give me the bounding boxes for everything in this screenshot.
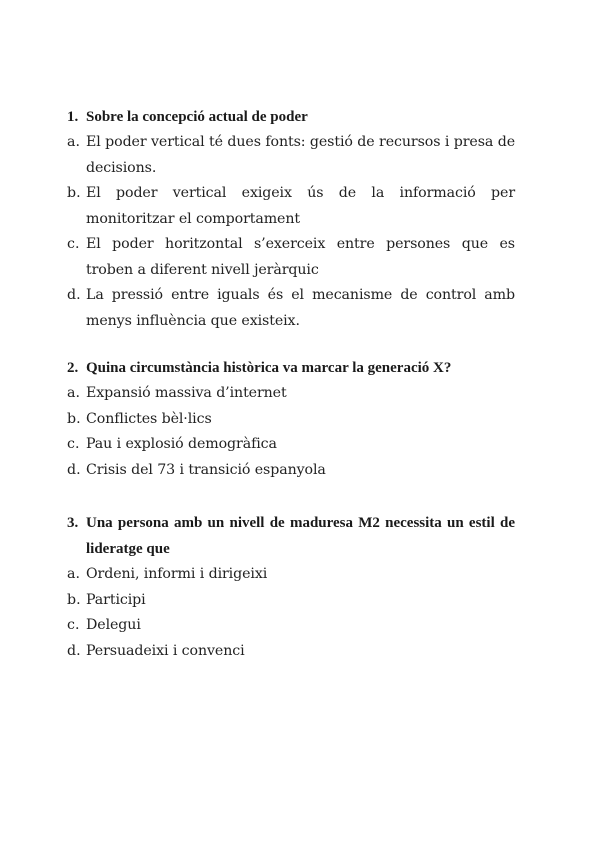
option-b	[67, 407, 515, 433]
option-letter: a.	[67, 385, 80, 401]
option-text: Ordeni, informi i dirigeixi	[86, 566, 268, 582]
question-title	[67, 510, 515, 562]
option-d	[67, 639, 515, 665]
option-text: Crisis del 73 i transició espanyola	[86, 461, 326, 478]
option-text: La pressió entre iguals és el mecanisme de control amb menys influència que existeix.	[86, 287, 515, 329]
option-letter: b.	[67, 591, 81, 608]
option-letter: c.	[67, 436, 80, 452]
option-text: El poder vertical exigeix ús de la informació per monitoritzar el comportament	[86, 185, 515, 227]
option-text: El poder vertical té dues fonts: gestió de recursos i presa de decisions.	[86, 134, 515, 176]
option-text: Conflictes bèl·lics	[86, 410, 212, 427]
question-title	[67, 104, 515, 130]
option-letter: b.	[67, 410, 81, 427]
question-text: Una persona amb un nivell de maduresa M2 necessita un estil de lideratge que	[86, 515, 515, 557]
option-text: El poder horitzontal s’exerceix entre persones que es troben a diferent nivell jeràrquic	[86, 236, 515, 278]
option-letter: b.	[67, 185, 81, 201]
option-d	[67, 283, 515, 334]
option-letter: c.	[67, 617, 80, 633]
option-a	[67, 381, 515, 407]
question-number: 1.	[67, 109, 79, 125]
question-number: 3.	[67, 515, 79, 531]
option-text: Participi	[86, 591, 146, 608]
question-2	[67, 355, 515, 483]
option-text: Persuadeixi i convenci	[86, 642, 245, 659]
question-text: Quina circumstància històrica va marcar la generació X?	[86, 360, 452, 376]
option-a	[67, 562, 515, 588]
question-3	[67, 510, 515, 664]
option-letter: d.	[67, 287, 81, 303]
option-text: Expansió massiva d’internet	[86, 385, 287, 401]
option-c	[67, 613, 515, 639]
option-c	[67, 432, 515, 458]
option-b	[67, 181, 515, 232]
option-letter: a.	[67, 566, 80, 582]
question-1	[67, 104, 515, 334]
question-title	[67, 355, 515, 381]
question-text: Sobre la concepció actual de poder	[86, 109, 308, 125]
option-d	[67, 458, 515, 484]
option-letter: c.	[67, 236, 80, 252]
option-letter: a.	[67, 134, 80, 150]
option-letter: d.	[67, 642, 81, 659]
option-a	[67, 130, 515, 181]
option-b	[67, 588, 515, 614]
question-number: 2.	[67, 360, 79, 376]
option-c	[67, 232, 515, 283]
option-letter: d.	[67, 461, 81, 478]
option-text: Delegui	[86, 617, 141, 633]
option-text: Pau i explosió demogràfica	[86, 436, 277, 452]
